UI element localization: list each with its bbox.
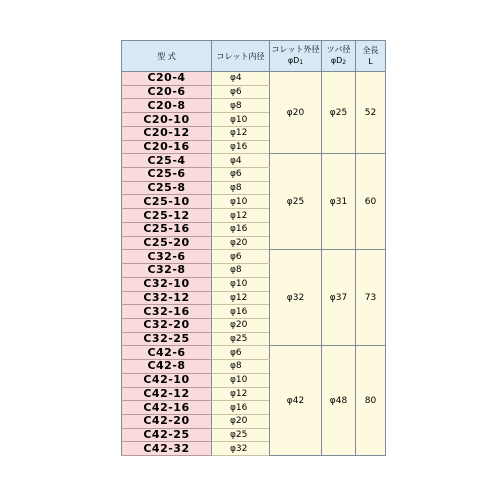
collet-inner-cell: φ4	[212, 154, 270, 168]
header-row	[122, 41, 386, 72]
collet-inner-cell: φ10	[212, 277, 270, 291]
collet-outer-cell: φ32	[270, 250, 322, 346]
header-model: 型 式	[122, 41, 212, 72]
collet-inner-cell: φ10	[212, 113, 270, 127]
collet-inner-cell: φ6	[212, 85, 270, 99]
collet-inner-cell: φ6	[212, 168, 270, 182]
header-flange: ツバ径 φD2	[322, 41, 356, 72]
collet-inner-cell: φ8	[212, 181, 270, 195]
model-cell: C20-8	[122, 99, 212, 113]
model-cell: C42-8	[122, 360, 212, 374]
model-cell: C42-6	[122, 346, 212, 360]
collet-inner-cell: φ16	[212, 401, 270, 415]
collet-spec-table	[121, 40, 386, 456]
model-cell: C42-32	[122, 442, 212, 456]
collet-inner-cell: φ20	[212, 318, 270, 332]
table-row	[122, 346, 386, 360]
collet-inner-cell: φ25	[212, 428, 270, 442]
collet-inner-cell: φ6	[212, 250, 270, 264]
flange-cell: φ37	[322, 250, 356, 346]
model-cell: C25-4	[122, 154, 212, 168]
length-cell: 80	[356, 346, 386, 456]
model-cell: C32-16	[122, 305, 212, 319]
model-cell: C42-20	[122, 414, 212, 428]
table-row	[122, 250, 386, 264]
length-cell: 60	[356, 154, 386, 250]
model-cell: C32-6	[122, 250, 212, 264]
collet-inner-cell: φ12	[212, 126, 270, 140]
collet-outer-cell: φ20	[270, 72, 322, 154]
table-header	[122, 41, 386, 72]
collet-inner-cell: φ4	[212, 72, 270, 86]
collet-inner-cell: φ20	[212, 236, 270, 250]
model-cell: C20-10	[122, 113, 212, 127]
collet-outer-cell: φ42	[270, 346, 322, 456]
model-cell: C32-10	[122, 277, 212, 291]
model-cell: C42-12	[122, 387, 212, 401]
model-cell: C20-4	[122, 72, 212, 86]
header-collet-inner: コレット内径	[212, 41, 270, 72]
collet-inner-cell: φ12	[212, 291, 270, 305]
length-cell: 73	[356, 250, 386, 346]
collet-inner-cell: φ25	[212, 332, 270, 346]
collet-inner-cell: φ10	[212, 195, 270, 209]
header-length: 全長 L	[356, 41, 386, 72]
model-cell: C20-6	[122, 85, 212, 99]
model-cell: C32-12	[122, 291, 212, 305]
model-cell: C42-16	[122, 401, 212, 415]
collet-inner-cell: φ16	[212, 222, 270, 236]
collet-inner-cell: φ8	[212, 264, 270, 278]
collet-inner-cell: φ32	[212, 442, 270, 456]
model-cell: C25-12	[122, 209, 212, 223]
collet-inner-cell: φ8	[212, 99, 270, 113]
model-cell: C42-10	[122, 373, 212, 387]
model-cell: C25-6	[122, 168, 212, 182]
collet-inner-cell: φ6	[212, 346, 270, 360]
collet-inner-cell: φ12	[212, 209, 270, 223]
model-cell: C25-8	[122, 181, 212, 195]
flange-cell: φ48	[322, 346, 356, 456]
model-cell: C42-25	[122, 428, 212, 442]
collet-inner-cell: φ8	[212, 360, 270, 374]
model-cell: C32-20	[122, 318, 212, 332]
table-row	[122, 72, 386, 86]
collet-inner-cell: φ10	[212, 373, 270, 387]
model-cell: C32-25	[122, 332, 212, 346]
length-cell: 52	[356, 72, 386, 154]
model-cell: C20-12	[122, 126, 212, 140]
model-cell: C25-16	[122, 222, 212, 236]
flange-cell: φ25	[322, 72, 356, 154]
header-collet-outer: コレット外径 φD1	[270, 41, 322, 72]
collet-inner-cell: φ12	[212, 387, 270, 401]
collet-inner-cell: φ20	[212, 414, 270, 428]
model-cell: C20-16	[122, 140, 212, 154]
model-cell: C32-8	[122, 264, 212, 278]
collet-outer-cell: φ25	[270, 154, 322, 250]
table-row	[122, 154, 386, 168]
flange-cell: φ31	[322, 154, 356, 250]
table-body	[122, 72, 386, 456]
collet-inner-cell: φ16	[212, 305, 270, 319]
model-cell: C25-20	[122, 236, 212, 250]
collet-inner-cell: φ16	[212, 140, 270, 154]
model-cell: C25-10	[122, 195, 212, 209]
